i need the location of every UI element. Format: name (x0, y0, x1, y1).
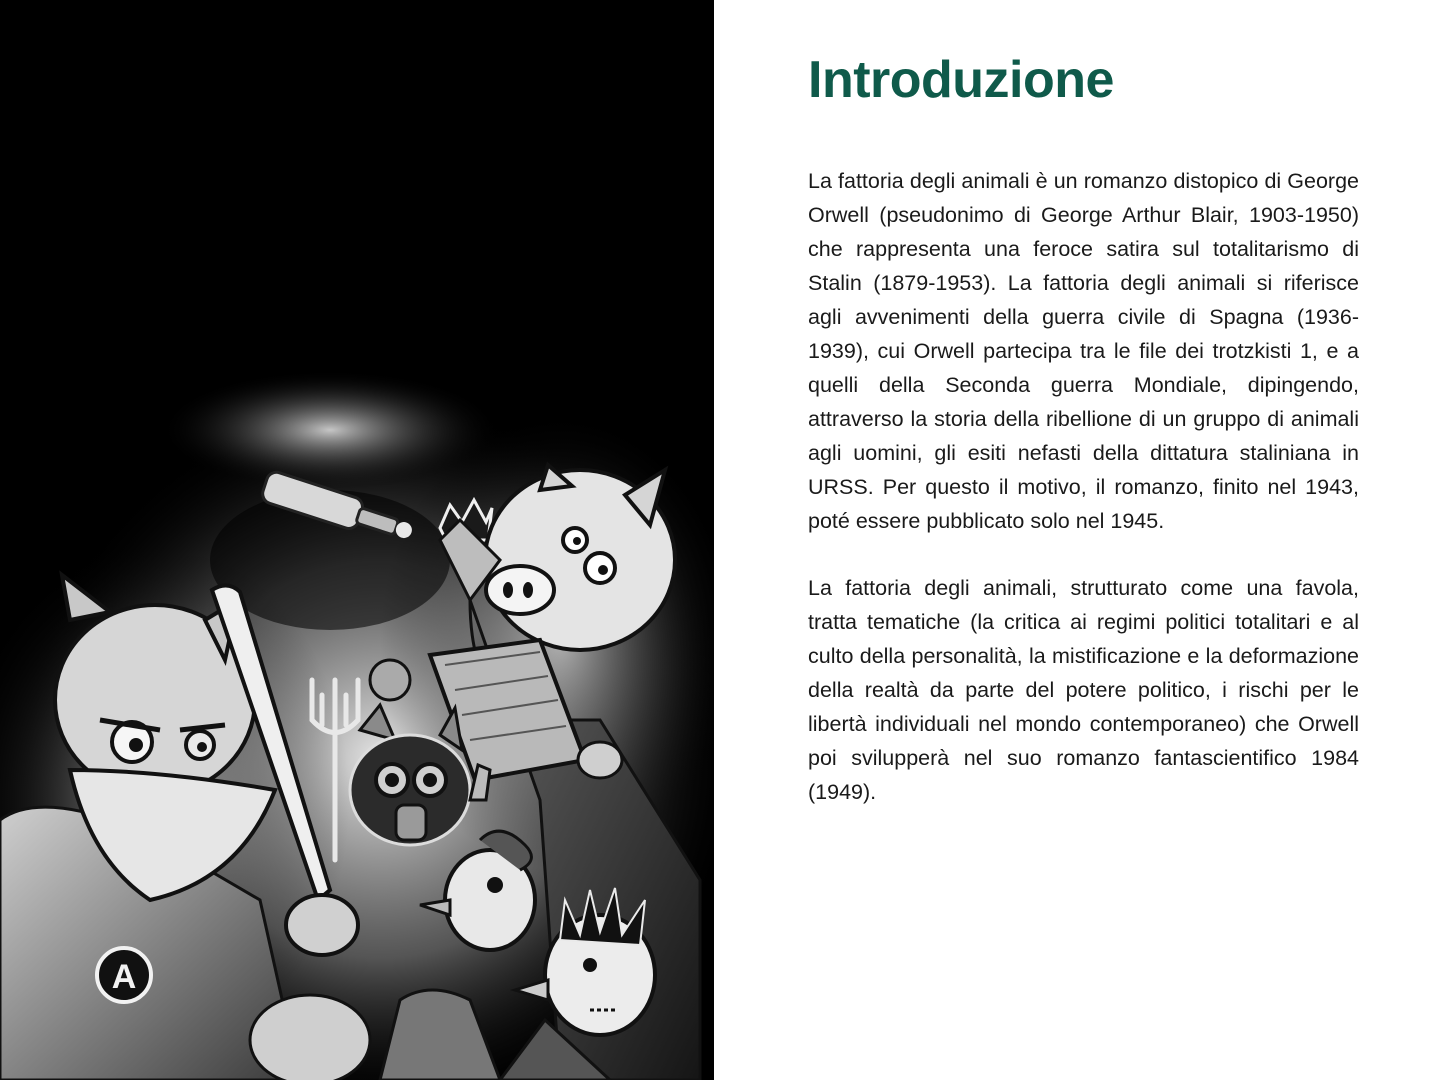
page-title: Introduzione (808, 51, 1114, 109)
illustration-svg (0, 0, 714, 1080)
text-page (714, 0, 1439, 1080)
cover-illustration (0, 0, 714, 1080)
anarchy-emblem-letter: A (111, 958, 137, 996)
paragraph-2: La fattoria degli animali, strutturato come una favola, tratta tematiche (la critica ai regimi politici totalitari e al culto della personalità, la mistificazione e la deformazione della realtà da parte del potere politico, i rischi per le libertà individuali nel mondo contemporaneo) che Orwell poi svilupperà nel suo romanzo fantascientifico 1984 (1949). (808, 576, 1359, 804)
paragraph-1: La fattoria degli animali è un romanzo distopico di George Orwell (pseudonimo di George Arthur Blair, 1903-1950) che rappresenta una feroce satira sul totalitarismo di Stalin (1879-1953). La fattoria degli animali si riferisce agli avvenimenti della guerra civile di Spagna (1936-1939), cui Orwell partecipa tra le file dei trotzkisti 1, e a quelli della Seconda guerra Mondiale, dipingendo, attraverso la storia della ribellione di un gruppo di animali agli uomini, gli esiti nefasti della dittatura staliniana in URSS. Per questo il motivo, il romanzo, finito nel 1943, poté essere pubblicato solo nel 1945. (808, 169, 1359, 533)
body-text (808, 164, 1359, 842)
